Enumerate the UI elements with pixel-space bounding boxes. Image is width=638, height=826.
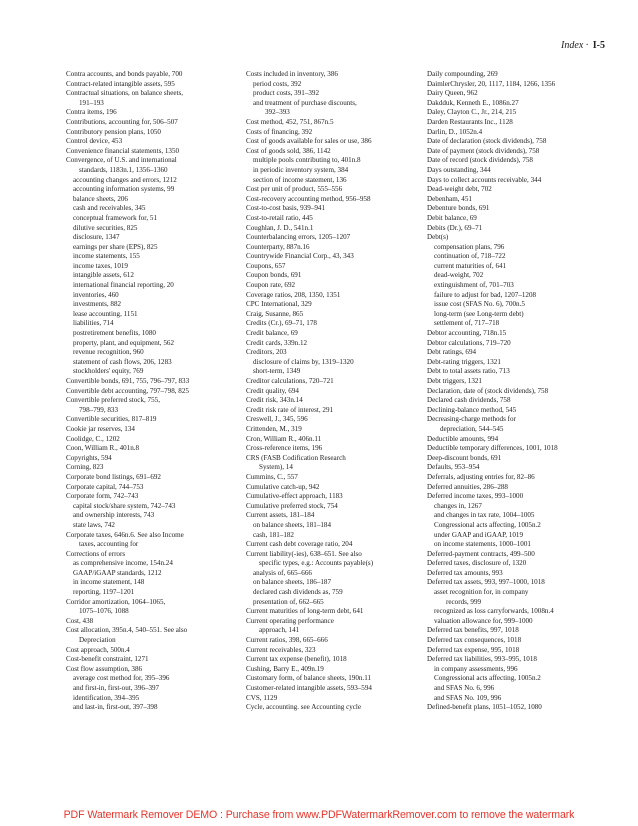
- index-entry: Dakdduk, Kenneth E., 1086n.27: [427, 98, 519, 107]
- index-entry: recognized as loss carryforwards, 1008n.4: [434, 607, 554, 616]
- index-entry: Cost method, 452, 751, 867n.5: [246, 117, 334, 126]
- index-entry: income statements, 155: [73, 252, 140, 261]
- index-entry: Daley, Clayton C., Jr., 214, 215: [427, 108, 517, 117]
- index-entry: Convenience financial statements, 1350: [66, 146, 180, 155]
- index-entry: state laws, 742: [73, 520, 115, 529]
- index-entry: Darden Restaurants Inc., 1128: [427, 117, 513, 126]
- index-entry: Deferred taxes, disclosure of, 1320: [427, 559, 527, 568]
- index-entry: settlement of, 717–718: [434, 319, 500, 328]
- index-entry: CPC International, 329: [246, 300, 312, 309]
- index-entry: Corporate bond listings, 691–692: [66, 472, 161, 481]
- index-entry: under GAAP and iGAAP, 1019: [434, 530, 523, 539]
- index-entry: DaimlerChrysler, 20, 1117, 1184, 1266, 1356: [427, 79, 556, 88]
- index-entry: Coupon rate, 692: [246, 281, 296, 290]
- index-entry: cash, 181–182: [253, 530, 294, 539]
- index-entry: Defaults, 953–954: [427, 463, 480, 472]
- index-entry: Deferred tax assets, 993, 997–1000, 1018: [427, 578, 545, 587]
- index-entry: records, 999: [446, 597, 482, 606]
- index-entry: Debtor accounting, 718n.15: [427, 329, 507, 338]
- index-entry: Creditors, 203: [246, 348, 287, 357]
- index-entry: Cost allocation, 395n.4, 540–551. See also: [66, 626, 188, 635]
- index-entry: Debt triggers, 1321: [427, 377, 482, 385]
- index-entry: Debtor calculations, 719–720: [427, 338, 511, 347]
- index-entry: international financial reporting, 20: [73, 281, 174, 290]
- index-entry: Deferred tax liabilities, 993–995, 1018: [427, 655, 537, 664]
- index-entry: taxes, accounting for: [79, 540, 139, 549]
- index-entry: Credit balance, 69: [246, 329, 298, 338]
- index-entry: Deferred income taxes, 993–1000: [427, 492, 524, 501]
- index-entry: stockholders' equity, 769: [73, 367, 144, 376]
- index-entry: Credit cards, 339n.12: [246, 338, 308, 347]
- index-entry: Current receivables, 323: [246, 645, 316, 654]
- index-entry: Days to collect accounts receivable, 344: [427, 175, 542, 184]
- index-entry: in periodic inventory system, 384: [253, 165, 349, 174]
- index-entry: and first-in, first-out, 396–397: [73, 684, 160, 692]
- index-entry: dilutive securities, 825: [73, 223, 138, 232]
- index-entry: earnings per share (EPS), 825: [73, 242, 158, 251]
- index-entry: Daily compounding, 269: [427, 70, 498, 78]
- index-entry: inventories, 460: [73, 290, 119, 299]
- index-entry: Contract-related intangible assets, 595: [66, 79, 175, 88]
- index-entry: Declining-balance method, 545: [427, 405, 517, 414]
- index-entry: Corridor amortization, 1064–1065,: [66, 597, 166, 606]
- index-entry: Debt ratings, 694: [427, 348, 477, 357]
- index-entry: Deductible temporary differences, 1001, 1018: [427, 444, 558, 453]
- index-entry: and treatment of purchase discounts,: [253, 98, 357, 107]
- index-entry: Current ratios, 398, 665–666: [246, 636, 328, 645]
- index-entry: Corning, 823: [66, 463, 104, 472]
- index-entry: Coupon bonds, 691: [246, 271, 302, 280]
- index-entry: postretirement benefits, 1080: [73, 329, 156, 338]
- index-entry: and SFAS No. 109, 996: [434, 693, 502, 702]
- index-entry: Contra items, 196: [66, 108, 117, 117]
- index-entry: Current operating performance: [246, 616, 334, 625]
- index-entry: Cycle, accounting. see Accounting cycle: [246, 703, 362, 712]
- header-separator: ·: [585, 40, 589, 51]
- index-entry: Cumulative preferred stock, 754: [246, 501, 338, 510]
- index-entry: Corporate form, 742–743: [66, 492, 139, 501]
- index-entry: Decreasing-charge methods for: [427, 415, 516, 424]
- index-entry: revenue recognition, 960: [73, 348, 144, 357]
- index-entry: Convertible debt accounting, 797–798, 825: [66, 386, 189, 395]
- index-entry: period costs, 392: [253, 79, 302, 88]
- index-entry: Cron, William R., 406n.11: [246, 434, 322, 443]
- index-column-2: [246, 70, 416, 713]
- index-entry: Costs included in inventory, 386: [246, 70, 338, 78]
- index-entry: Coupons, 657: [246, 261, 286, 270]
- index-entry: presentation of, 662–665: [253, 597, 324, 606]
- index-entry: Coon, William R., 401n.8: [66, 444, 140, 453]
- index-entry: identification, 394–395: [73, 693, 140, 702]
- index-entry: Deferred tax consequences, 1018: [427, 636, 522, 645]
- index-entry: statement of cash flows, 206, 1283: [73, 357, 172, 366]
- index-entry: extinguishment of, 701–703: [434, 281, 514, 290]
- index-entry: Craig, Susanne, 865: [246, 309, 304, 318]
- page-number: I-5: [592, 40, 605, 51]
- index-entry: and ownership interests, 743: [73, 511, 155, 520]
- index-entry: Debits (Dr.), 69–71: [427, 223, 483, 232]
- index-entry: continuation of, 718–722: [434, 252, 506, 261]
- index-entry: Current tax expense (benefit), 1018: [246, 655, 347, 664]
- index-entry: Coolidge, C., 1202: [66, 434, 120, 443]
- index-entry: Contractual situations, on balance sheets,: [66, 89, 184, 98]
- index-entry: Cumulative catch-up, 942: [246, 482, 320, 491]
- index-entry: Deferred-payment contracts, 499–500: [427, 549, 535, 558]
- index-entry: Current cash debt coverage ratio, 204: [246, 540, 353, 549]
- index-entry: Congressional acts affecting, 1005n.2: [434, 520, 541, 529]
- index-entry: 1075–1076, 1088: [79, 607, 129, 616]
- index-entry: compensation plans, 796: [434, 242, 505, 251]
- index-entry: asset recognition for, in company: [434, 588, 529, 597]
- index-entry: property, plant, and equipment, 562: [73, 338, 174, 347]
- index-entry: reporting, 1197–1201: [73, 588, 135, 597]
- index-entry: intangible assets, 612: [73, 271, 134, 280]
- index-entry: Depreciation: [79, 636, 116, 645]
- index-entry: failure to adjust for bad, 1207–1208: [434, 290, 537, 299]
- index-entry: Declaration, date of (stock dividends), 758: [427, 386, 549, 395]
- watermark-banner: PDF Watermark Remover DEMO : Purchase from www.PDFWatermarkRemover.com to remove the watermark: [63, 809, 575, 821]
- index-entry: Debt-rating triggers, 1321: [427, 357, 501, 366]
- index-entry: accounting changes and errors, 1212: [73, 175, 177, 184]
- index-entry: and changes in tax rate, 1004–1005: [434, 511, 535, 520]
- index-entry: short-term, 1349: [253, 367, 301, 376]
- index-column-3: [427, 70, 597, 713]
- index-entry: Days outstanding, 344: [427, 165, 491, 174]
- index-entry: depreciation, 544–545: [440, 424, 504, 433]
- index-entry: product costs, 391–392: [253, 89, 320, 98]
- index-entry: approach, 141: [259, 626, 300, 635]
- index-entry: in income statement, 148: [73, 578, 145, 587]
- index-entry: current maturities of, 641: [434, 261, 507, 270]
- index-entry: disclosure of claims by, 1319–1320: [253, 357, 354, 366]
- index-entry: 392–393: [265, 108, 290, 117]
- index-entry: Convertible bonds, 691, 755, 796–797, 833: [66, 377, 190, 385]
- index-entry: balance sheets, 206: [73, 194, 128, 203]
- index-entry: cash and receivables, 345: [73, 204, 146, 213]
- index-entry: issue cost (SFAS No. 6), 700n.5: [434, 300, 525, 309]
- index-entry: Cost flow assumption, 386: [66, 664, 143, 673]
- index-entry: Costs of financing, 392: [246, 127, 313, 136]
- index-entry: Crittenden, M., 319: [246, 424, 302, 433]
- index-entry: disclosure, 1347: [73, 233, 120, 242]
- index-entry: and last-in, first-out, 397–398: [73, 703, 158, 712]
- index-entry: conceptual framework for, 51: [73, 213, 158, 222]
- index-entry: Debit balance, 69: [427, 213, 477, 222]
- index-entry: Coverage ratios, 208, 1350, 1351: [246, 290, 341, 299]
- index-entry: Customary form, of balance sheets, 190n.11: [246, 674, 372, 683]
- index-entry: Deferrals, adjusting entries for, 82–86: [427, 472, 535, 481]
- index-entry: accounting information systems, 99: [73, 185, 175, 194]
- index-entry: 191–193: [79, 98, 104, 107]
- index-entry: Deferred tax expense, 995, 1018: [427, 645, 520, 654]
- index-entry: Cost, 438: [66, 616, 94, 625]
- index-entry: Cost-to-retail ratio, 445: [246, 213, 313, 222]
- index-entry: Dead-weight debt, 702: [427, 185, 492, 194]
- index-entry: Convertible preferred stock, 755,: [66, 396, 160, 405]
- index-entry: Debenham, 451: [427, 194, 472, 203]
- index-entry: average cost method for, 395–396: [73, 674, 170, 683]
- index-entry: Darlin, D., 1052n.4: [427, 127, 483, 136]
- index-entry: Cost-to-cost basis, 939–941: [246, 204, 326, 213]
- index-entry: Credit risk, 343n.14: [246, 396, 303, 405]
- index-entry: Contra accounts, and bonds payable, 700: [66, 70, 183, 78]
- index-entry: CRS (FASB Codification Research: [246, 453, 346, 462]
- index-entry: capital stock/share system, 742–743: [73, 501, 176, 510]
- index-entry: Control device, 453: [66, 137, 123, 146]
- index-entry: Countrywide Financial Corp., 43, 343: [246, 252, 354, 261]
- index-entry: standards, 1183n.1, 1356–1360: [79, 165, 168, 174]
- index-entry: Congressional acts affecting, 1005n.2: [434, 674, 541, 683]
- page-header: [561, 40, 605, 51]
- index-entry: Dairy Queen, 962: [427, 89, 478, 98]
- index-entry: changes in, 1267: [434, 501, 482, 510]
- index-entry: Debenture bonds, 691: [427, 204, 490, 213]
- index-entry: long-term (see Long-term debt): [434, 309, 524, 318]
- index-entry: Cost-benefit constraint, 1271: [66, 655, 149, 664]
- index-entry: Deep-discount bonds, 691: [427, 453, 502, 462]
- index-entry: CVS, 1129: [246, 693, 278, 702]
- index-entry: Corporate taxes, 646n.6. See also Income: [66, 530, 184, 539]
- index-entry: valuation allowance for, 999–1000: [434, 616, 533, 625]
- index-entry: analysis of, 665–666: [253, 568, 312, 577]
- index-entry: Contributory pension plans, 1050: [66, 127, 161, 136]
- header-section: Index: [561, 40, 584, 51]
- index-entry: declared cash dividends as, 759: [253, 588, 343, 597]
- index-entry: Customer-related intangible assets, 593–594: [246, 684, 372, 692]
- index-entry: Counterparty, 887n.16: [246, 242, 310, 251]
- index-entry: Cookie jar reserves, 134: [66, 424, 135, 433]
- index-entry: Current liability(-ies), 638–651. See also: [246, 549, 362, 558]
- index-entry: specific types, e.g.: Accounts payable(s): [259, 559, 374, 568]
- index-entry: on balance sheets, 186–187: [253, 578, 332, 587]
- index-entry: investments, 882: [73, 300, 122, 309]
- index-entry: Deferred tax amounts, 993: [427, 568, 503, 577]
- index-entry: Current assets, 181–184: [246, 511, 315, 520]
- index-entry: Cost of goods sold, 386, 1142: [246, 146, 331, 155]
- index-entry: Cost-recovery accounting method, 956–958: [246, 194, 371, 203]
- index-entry: Debt(s): [427, 233, 449, 242]
- index-entry: in company assessments, 996: [434, 664, 518, 673]
- index-entry: Contributions, accounting for, 506–507: [66, 117, 178, 126]
- index-entry: Cost of goods available for sales or use, 386: [246, 137, 372, 146]
- index-entry: Cumulative-effect approach, 1183: [246, 492, 343, 501]
- index-entry: GAAP/iGAAP standards, 1212: [73, 568, 162, 577]
- index-entry: on income statements, 1000–1001: [434, 540, 531, 549]
- index-entry: Date of record (stock dividends), 758: [427, 156, 533, 165]
- index-entry: Current maturities of long-term debt, 641: [246, 607, 364, 616]
- index-entry: Credit risk rate of interest, 291: [246, 405, 334, 414]
- index-entry: Defined-benefit plans, 1051–1052, 1080: [427, 703, 542, 712]
- index-entry: System), 14: [259, 463, 293, 472]
- index-entry: Cushing, Barry E., 409n.19: [246, 664, 324, 673]
- index-entry: liabilities, 714: [73, 319, 114, 328]
- index-entry: lease accounting, 1151: [73, 309, 138, 318]
- index-entry: Date of declaration (stock dividends), 758: [427, 137, 547, 146]
- index-entry: Deferred tax benefits, 997, 1018: [427, 626, 519, 635]
- index-entry: Creswell, J., 345, 596: [246, 415, 308, 424]
- index-entry: Corrections of errors: [66, 549, 126, 558]
- index-entry: multiple pools contributing to, 401n.8: [253, 156, 361, 165]
- index-entry: Counterbalancing errors, 1205–1207: [246, 233, 351, 242]
- index-entry: Debt to total assets ratio, 713: [427, 367, 510, 376]
- index-entry: Credits (Cr.), 69–71, 178: [246, 319, 317, 328]
- index-entry: Copyrights, 594: [66, 453, 112, 462]
- index-entry: Cross-reference items, 196: [246, 444, 323, 453]
- index-entry: Convergence, of U.S. and international: [66, 156, 177, 165]
- index-entry: Cummins, C., 557: [246, 472, 298, 481]
- index-entry: and SFAS No. 6, 996: [434, 684, 495, 692]
- index-entry: 798–799, 833: [79, 405, 119, 414]
- index-entry: Date of payment (stock dividends), 758: [427, 146, 540, 155]
- index-entry: on balance sheets, 181–184: [253, 520, 332, 529]
- index-entry: as comprehensive income, 154n.24: [73, 559, 173, 568]
- index-entry: Corporate capital, 744–753: [66, 482, 144, 491]
- index-entry: dead-weight, 702: [434, 271, 484, 280]
- index-entry: Convertible securities, 817–819: [66, 415, 157, 424]
- index-column-1: [66, 70, 236, 713]
- index-entry: Creditor calculations, 720–721: [246, 377, 334, 385]
- index-entry: Coughlan, J. D., 541n.1: [246, 223, 314, 232]
- index-entry: Cost per unit of product, 555–556: [246, 185, 343, 194]
- index-entry: Deductible amounts, 994: [427, 434, 499, 443]
- index-entry: Cost approach, 500n.4: [66, 645, 130, 654]
- index-entry: Declared cash dividends, 758: [427, 396, 511, 405]
- index-entry: Credit quality, 694: [246, 386, 299, 395]
- index-entry: section of income statement, 136: [253, 175, 347, 184]
- index-entry: income taxes, 1019: [73, 261, 128, 270]
- index-entry: Deferred annuities, 286–288: [427, 482, 508, 491]
